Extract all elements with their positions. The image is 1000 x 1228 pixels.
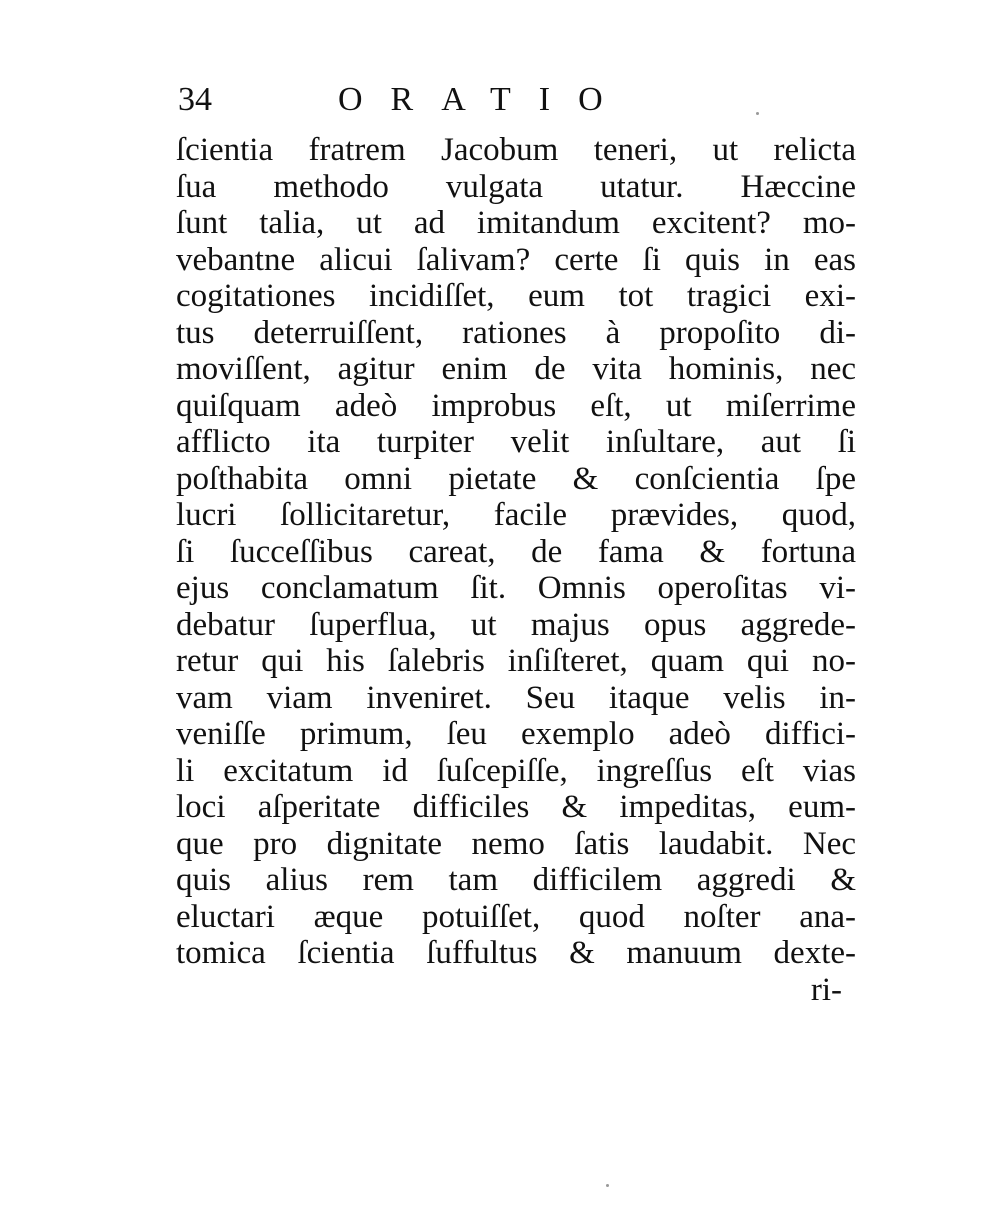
text-line: ſunt talia, ut ad imitandum excitent? mo- [176, 205, 856, 241]
text-line: que pro dignitate nemo ſatis laudabit. Nec [176, 825, 856, 862]
text-line: debatur ſuperflua, ut majus opus aggrede- [176, 606, 856, 643]
running-head [178, 74, 858, 126]
page-number: 34 [178, 81, 212, 118]
print-speck [756, 112, 759, 115]
body-text [176, 132, 856, 1008]
text-line: li excitatum id ſuſcepiſſe, ingreſſus eſt vias [176, 752, 856, 789]
text-line: quis alius rem tam difficilem aggredi & [176, 862, 856, 898]
text-line: eluctari æque potuiſſet, quod noſter ana- [176, 898, 856, 935]
text-line: cogitationes incidiſſet, eum tot tragici exi- [176, 278, 856, 314]
catchword: ri- [810, 971, 842, 1008]
text-line: poſthabita omni pietate & conſcientia ſpe [176, 460, 856, 497]
text-line: tomica ſcientia ſuffultus & manuum dexte- [176, 935, 856, 971]
running-title: ORATIO [338, 81, 631, 118]
text-line: afflicto ita turpiter velit inſultare, aut ſi [176, 424, 856, 460]
text-line: ejus conclamatum ſit. Omnis operoſitas vi- [176, 570, 856, 606]
text-line: vam viam inveniret. Seu itaque velis in- [176, 679, 856, 716]
text-line: retur qui his ſalebris inſiſteret, quam qui no- [176, 643, 856, 679]
text-line: vebantne alicui ſalivam? certe ſi quis in eas [176, 241, 856, 278]
text-line: quiſquam adeò improbus eſt, ut miſerrime [176, 387, 856, 424]
text-line: moviſſent, agitur enim de vita hominis, nec [176, 351, 856, 387]
text-line: ſcientia fratrem Jacobum teneri, ut relicta [176, 132, 856, 168]
text-line: ſi ſucceſſibus careat, de fama & fortuna [176, 533, 856, 570]
text-line: ſua methodo vulgata utatur. Hæccine [176, 168, 856, 205]
text-line: veniſſe primum, ſeu exemplo adeò diffici- [176, 716, 856, 752]
text-line: loci aſperitate difficiles & impeditas, eum- [176, 789, 856, 825]
text-line: lucri ſollicitaretur, facile prævides, quod, [176, 497, 856, 533]
print-speck [606, 1184, 609, 1187]
text-line: tus deterruiſſent, rationes à propoſito di- [176, 314, 856, 351]
